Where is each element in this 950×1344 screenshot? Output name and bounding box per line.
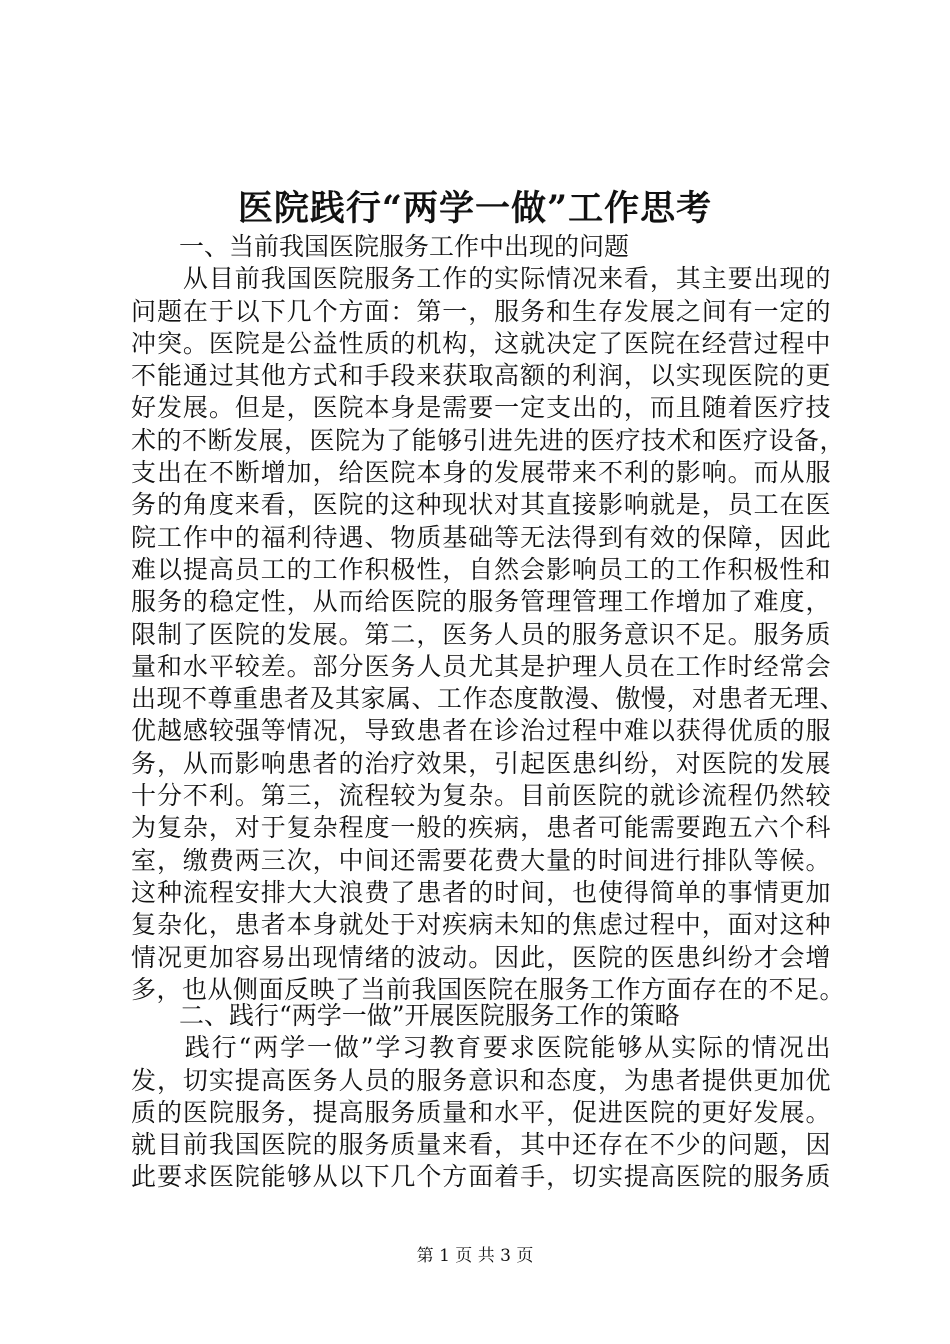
paragraph-line: 量和水平较差。部分医务人员尤其是护理人员在工作时经常会	[131, 651, 831, 681]
paragraph-line: 务，从而影响患者的治疗效果，引起医患纠纷，对医院的发展	[131, 748, 831, 778]
section-heading: 二、践行“两学一做”开展医院服务工作的策略	[179, 1001, 680, 1030]
section-body	[131, 1032, 831, 1193]
paragraph-line: 出现不尊重患者及其家属、工作态度散漫、傲慢，对患者无理、	[131, 684, 846, 714]
paragraph-line: 十分不利。第三，流程较为复杂。目前医院的就诊流程仍然较	[131, 781, 831, 811]
paragraph-line: 这种流程安排大大浪费了患者的时间，也使得简单的事情更加	[131, 877, 831, 907]
section-body	[131, 263, 846, 1006]
document-title: 医院践行“两学一做”工作思考	[237, 188, 713, 229]
paragraph-line: 务的角度来看，医院的这种现状对其直接影响就是，员工在医	[131, 490, 831, 520]
paragraph-line: 情况更加容易出现情绪的波动。因此，医院的医患纠纷才会增	[131, 942, 831, 972]
paragraph-line: 难以提高员工的工作积极性，自然会影响员工的工作积极性和	[131, 554, 831, 584]
paragraph-line: 问题在于以下几个方面：第一，服务和生存发展之间有一定的	[131, 296, 831, 326]
paragraph-line: 服务的稳定性，从而给医院的服务管理管理工作增加了难度，	[131, 587, 831, 617]
paragraph-line: 从目前我国医院服务工作的实际情况来看，其主要出现的	[131, 264, 831, 294]
paragraph-line: 发，切实提高医务人员的服务意识和态度，为患者提供更加优	[131, 1065, 831, 1095]
page-number-footer: 第 1 页 共 3 页	[416, 1246, 534, 1266]
paragraph-line: 复杂化，患者本身就处于对疾病未知的焦虑过程中，面对这种	[131, 910, 831, 940]
paragraph-line: 此要求医院能够从以下几个方面着手，切实提高医院的服务质	[131, 1162, 831, 1192]
paragraph-line: 质的医院服务，提高服务质量和水平，促进医院的更好发展。	[131, 1097, 831, 1127]
paragraph-line: 践行“两学一做”学习教育要求医院能够从实际的情况出	[131, 1033, 831, 1063]
paragraph-line: 院工作中的福利待遇、物质基础等无法得到有效的保障，因此	[131, 522, 831, 552]
paragraph-line: 好发展。但是，医院本身是需要一定支出的，而且随着医疗技	[131, 393, 831, 423]
paragraph-line: 术的不断发展，医院为了能够引进先进的医疗技术和医疗设备，	[131, 425, 846, 455]
paragraph-line: 多，也从侧面反映了当前我国医院在服务工作方面存在的不足。	[131, 974, 846, 1004]
section-heading: 一、当前我国医院服务工作中出现的问题	[179, 232, 630, 261]
section-problems	[131, 231, 846, 1006]
paragraph-line: 限制了医院的发展。第二，医务人员的服务意识不足。服务质	[131, 619, 831, 649]
paragraph-line: 优越感较强等情况，导致患者在诊治过程中难以获得优质的服	[131, 716, 831, 746]
paragraph-line: 冲突。医院是公益性质的机构，这就决定了医院在经营过程中	[131, 328, 831, 358]
section-strategies	[131, 1000, 831, 1194]
paragraph-line: 为复杂，对于复杂程度一般的疾病，患者可能需要跑五六个科	[131, 813, 831, 843]
paragraph-line: 就目前我国医院的服务质量来看，其中还存在不少的问题，因	[131, 1130, 831, 1160]
paragraph-line: 室，缴费两三次，中间还需要花费大量的时间进行排队等候。	[131, 845, 831, 875]
paragraph-line: 不能通过其他方式和手段来获取高额的利润，以实现医院的更	[131, 361, 831, 391]
paragraph-line: 支出在不断增加，给医院本身的发展带来不利的影响。而从服	[131, 458, 831, 488]
